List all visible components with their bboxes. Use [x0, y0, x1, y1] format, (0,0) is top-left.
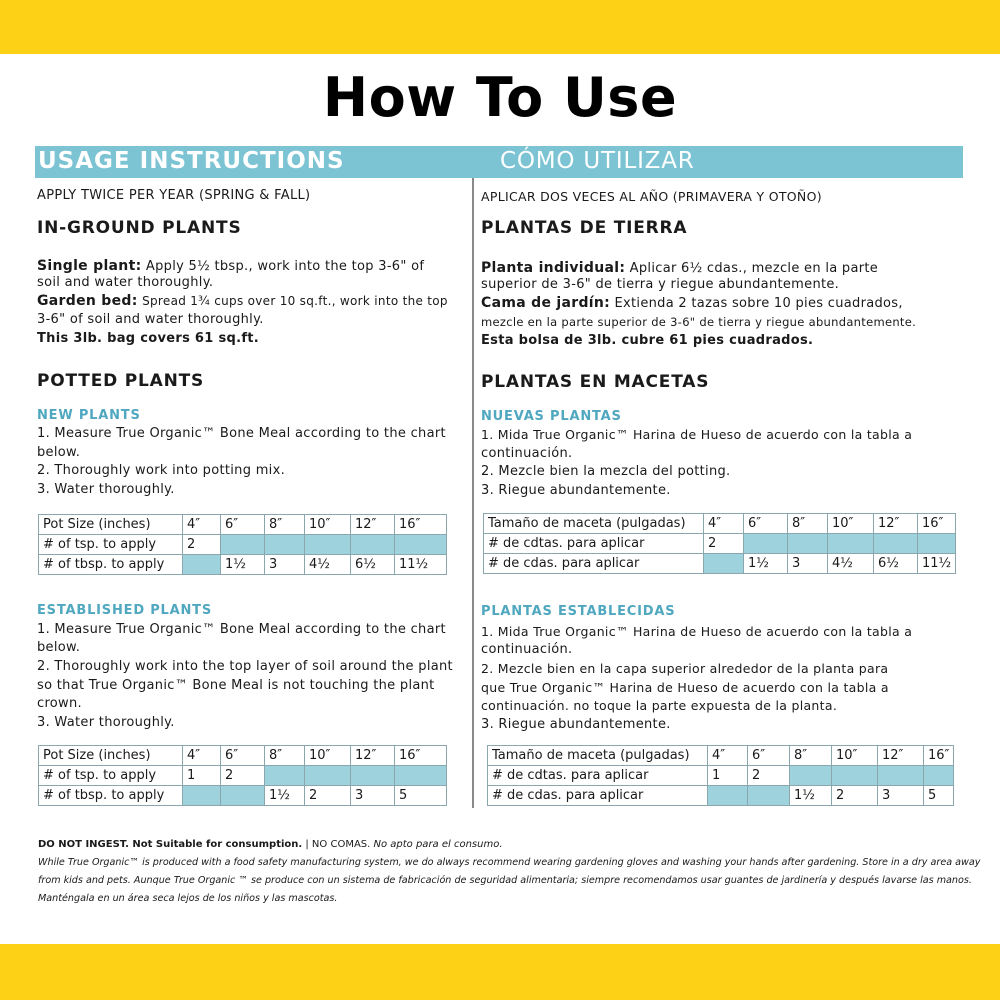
header-spanish: CÓMO UTILIZAR — [500, 148, 695, 174]
table-cell — [221, 786, 265, 806]
table-cell — [832, 766, 878, 786]
table-cell: # de cdtas. para aplicar — [484, 534, 704, 554]
table-cell: 4½ — [828, 554, 874, 574]
in-ground-heading: IN-GROUND PLANTS — [37, 218, 242, 238]
est-step-3: 3. Water thoroughly. — [37, 715, 175, 730]
footer-line-3: from kids and pets. Aunque True Organic ™ se produce con un sistema de fabricación de seguridad alimentaria; siempre recomendamos usar guantes de jardinería y después lavarse las manos. — [38, 875, 972, 886]
table-cell: 3 — [878, 786, 924, 806]
table-cell: 6½ — [351, 555, 395, 575]
table-cell: # de cdas. para aplicar — [484, 554, 704, 574]
section-header-bar — [35, 146, 963, 178]
table-cell: 4″ — [183, 515, 221, 535]
est-step-3-es: 3. Riegue abundantemente. — [481, 717, 671, 732]
table-cell: 2 — [748, 766, 790, 786]
table-cell — [828, 534, 874, 554]
table-cell: 2 — [221, 766, 265, 786]
table-cell: 1 — [183, 766, 221, 786]
table-cell: 1 — [708, 766, 748, 786]
footer-warning-bold: DO NOT INGEST. Not Suitable for consumption. — [38, 839, 303, 850]
table-cell: 6″ — [744, 514, 788, 534]
table-cell: Tamaño de maceta (pulgadas) — [488, 746, 708, 766]
table-cell: 1½ — [744, 554, 788, 574]
new-plants-heading-es: NUEVAS PLANTAS — [481, 409, 622, 424]
table-row — [488, 786, 954, 806]
top-yellow-band — [0, 0, 1000, 54]
new-step-2-es: 2. Mezcle bien la mezcla del potting. — [481, 464, 731, 479]
est-step-2b: so that True Organic™ Bone Meal is not touching the plant — [37, 678, 435, 693]
est-step-2a: 2. Thoroughly work into the top layer of soil around the plant — [37, 659, 453, 674]
table-row — [488, 766, 954, 786]
table-row — [488, 746, 954, 766]
garden-bed-text: Spread 1¾ cups over 10 sq.ft., work into the top — [142, 294, 448, 308]
table-cell: # of tbsp. to apply — [39, 786, 183, 806]
table-cell — [265, 766, 305, 786]
table-row — [39, 515, 447, 535]
coverage-text-es: Esta bolsa de 3lb. cubre 61 pies cuadrados. — [481, 333, 814, 348]
table-cell — [874, 534, 918, 554]
potted-heading: POTTED PLANTS — [37, 371, 205, 391]
table-cell: # de cdas. para aplicar — [488, 786, 708, 806]
table-cell: # of tbsp. to apply — [39, 555, 183, 575]
table-cell: 10″ — [305, 515, 351, 535]
table-cell — [744, 534, 788, 554]
established-plants-heading-es: PLANTAS ESTABLECIDAS — [481, 604, 676, 619]
table-cell: 2 — [704, 534, 744, 554]
coverage-text: This 3lb. bag covers 61 sq.ft. — [37, 331, 260, 346]
table-row — [39, 786, 447, 806]
established-plants-heading: ESTABLISHED PLANTS — [37, 603, 213, 618]
single-plant-text-es: Aplicar 6½ cdas., mezcle en la parte — [629, 261, 879, 276]
table-cell: 3 — [788, 554, 828, 574]
column-divider — [472, 178, 474, 808]
new-step-1a-es: 1. Mida True Organic™ Harina de Hueso de acuerdo con la tabla a — [481, 427, 913, 442]
new-step-2: 2. Thoroughly work into potting mix. — [37, 463, 286, 478]
footer-disclaimer — [38, 836, 981, 908]
table-cell: 2 — [305, 786, 351, 806]
table-cell: # of tsp. to apply — [39, 766, 183, 786]
table-cell: 16″ — [395, 746, 447, 766]
new-plants-heading: NEW PLANTS — [37, 408, 141, 423]
table-row — [39, 746, 447, 766]
single-plant-text-2-es: superior de 3-6" de tierra y riegue abundantemente. — [481, 277, 840, 292]
new-step-1b: below. — [37, 445, 81, 460]
table-cell: 1½ — [265, 786, 305, 806]
table-cell: 6½ — [874, 554, 918, 574]
bottom-yellow-band — [0, 944, 1000, 1000]
table-cell — [748, 786, 790, 806]
table-cell: 8″ — [788, 514, 828, 534]
table-cell: 6″ — [221, 515, 265, 535]
single-plant-label: Single plant: — [37, 258, 142, 274]
table-cell: 2 — [183, 535, 221, 555]
est-step-2c-es: continuación. no toque la parte expuesta de la planta. — [481, 698, 838, 713]
new-step-1a: 1. Measure True Organic™ Bone Meal according to the chart — [37, 426, 446, 441]
table-cell — [704, 554, 744, 574]
table-row — [39, 555, 447, 575]
est-step-1b-es: continuación. — [481, 642, 573, 657]
table-cell: 8″ — [265, 515, 305, 535]
table-cell — [918, 534, 956, 554]
table-cell: 3 — [351, 786, 395, 806]
footer-warning-sep: | NO COMAS. — [302, 839, 371, 850]
table-cell: 12″ — [878, 746, 924, 766]
table-cell: Tamaño de maceta (pulgadas) — [484, 514, 704, 534]
table-cell: 16″ — [395, 515, 447, 535]
table-cell: 11½ — [918, 554, 956, 574]
single-plant-text-2: soil and water thoroughly. — [37, 275, 214, 290]
est-step-1a-es: 1. Mida True Organic™ Harina de Hueso de acuerdo con la tabla a — [481, 624, 913, 639]
frequency-text-es: APLICAR DOS VECES AL AÑO (PRIMAVERA Y OTOÑO) — [481, 189, 822, 204]
table-cell — [788, 534, 828, 554]
table-cell: 5 — [395, 786, 447, 806]
table-cell — [351, 766, 395, 786]
table-cell — [395, 535, 447, 555]
table-cell: 8″ — [265, 746, 305, 766]
table-cell: 11½ — [395, 555, 447, 575]
table-cell — [351, 535, 395, 555]
table-row — [484, 534, 956, 554]
table-cell: 12″ — [351, 515, 395, 535]
table-cell — [924, 766, 954, 786]
table-cell: 6″ — [221, 746, 265, 766]
table-cell — [265, 535, 305, 555]
table-cell: 10″ — [305, 746, 351, 766]
table-cell: 6″ — [748, 746, 790, 766]
header-english: USAGE INSTRUCTIONS — [38, 148, 345, 174]
table-cell: Pot Size (inches) — [39, 746, 183, 766]
garden-bed-line-es — [481, 294, 903, 314]
table-row — [39, 766, 447, 786]
footer-line-2: While True Organic™ is produced with a food safety manufacturing system, we do always recommend wearing gardening gloves and washing your hands after gardening. Store in a dry area away — [38, 857, 981, 868]
table-cell — [221, 535, 265, 555]
table-cell — [305, 535, 351, 555]
footer-line-4: Manténgala en un área seca lejos de los niños y las mascotas. — [38, 893, 338, 904]
single-plant-text: Apply 5½ tbsp., work into the top 3-6" of — [145, 259, 425, 274]
new-step-3-es: 3. Riegue abundantemente. — [481, 483, 671, 498]
table-cell: 4″ — [704, 514, 744, 534]
table-cell: # de cdtas. para aplicar — [488, 766, 708, 786]
garden-bed-text-2-es: mezcle en la parte superior de 3-6" de tierra y riegue abundantemente. — [481, 315, 917, 329]
footer-warning-es: No apto para el consumo. — [370, 839, 503, 850]
table-cell: 1½ — [790, 786, 832, 806]
est-step-1b: below. — [37, 640, 81, 655]
established-plants-table — [38, 745, 447, 806]
table-cell: 2 — [832, 786, 878, 806]
table-cell — [878, 766, 924, 786]
table-cell: 1½ — [221, 555, 265, 575]
table-cell — [305, 766, 351, 786]
page-title: How To Use — [322, 66, 678, 129]
table-cell: 3 — [265, 555, 305, 575]
table-row — [484, 554, 956, 574]
table-cell — [183, 786, 221, 806]
in-ground-heading-es: PLANTAS DE TIERRA — [481, 218, 688, 238]
new-step-3: 3. Water thoroughly. — [37, 482, 175, 497]
garden-bed-label-es: Cama de jardín: — [481, 295, 611, 311]
new-plants-table-es — [483, 513, 956, 574]
garden-bed-line — [37, 292, 448, 312]
table-cell: 8″ — [790, 746, 832, 766]
new-plants-table — [38, 514, 447, 575]
table-cell: 4″ — [708, 746, 748, 766]
table-cell: 10″ — [828, 514, 874, 534]
table-cell: 5 — [924, 786, 954, 806]
footer-warning-line — [38, 836, 968, 854]
potted-heading-es: PLANTAS EN MACETAS — [481, 372, 710, 392]
frequency-text: APPLY TWICE PER YEAR (SPRING & FALL) — [37, 188, 311, 203]
table-cell: 12″ — [874, 514, 918, 534]
garden-bed-text-es: Extienda 2 tazas sobre 10 pies cuadrados, — [614, 296, 903, 311]
table-cell: Pot Size (inches) — [39, 515, 183, 535]
table-cell: 16″ — [918, 514, 956, 534]
table-cell: 4″ — [183, 746, 221, 766]
single-plant-label-es: Planta individual: — [481, 260, 626, 276]
table-cell: # of tsp. to apply — [39, 535, 183, 555]
est-step-2c: crown. — [37, 696, 82, 711]
table-cell — [183, 555, 221, 575]
table-cell — [395, 766, 447, 786]
new-step-1b-es: continuación. — [481, 446, 573, 461]
table-cell — [790, 766, 832, 786]
table-row — [484, 514, 956, 534]
garden-bed-text-2: 3-6" of soil and water thoroughly. — [37, 312, 264, 327]
est-step-1a: 1. Measure True Organic™ Bone Meal according to the chart — [37, 622, 446, 637]
table-cell: 4½ — [305, 555, 351, 575]
est-step-2b-es: que True Organic™ Harina de Hueso de acuerdo con la tabla a — [481, 680, 889, 695]
table-row — [39, 535, 447, 555]
table-cell: 12″ — [351, 746, 395, 766]
est-step-2a-es: 2. Mezcle bien en la capa superior alrededor de la planta para — [481, 661, 889, 676]
table-cell: 10″ — [832, 746, 878, 766]
established-plants-table-es — [487, 745, 954, 806]
table-cell — [708, 786, 748, 806]
garden-bed-label: Garden bed: — [37, 293, 138, 309]
table-cell: 16″ — [924, 746, 954, 766]
